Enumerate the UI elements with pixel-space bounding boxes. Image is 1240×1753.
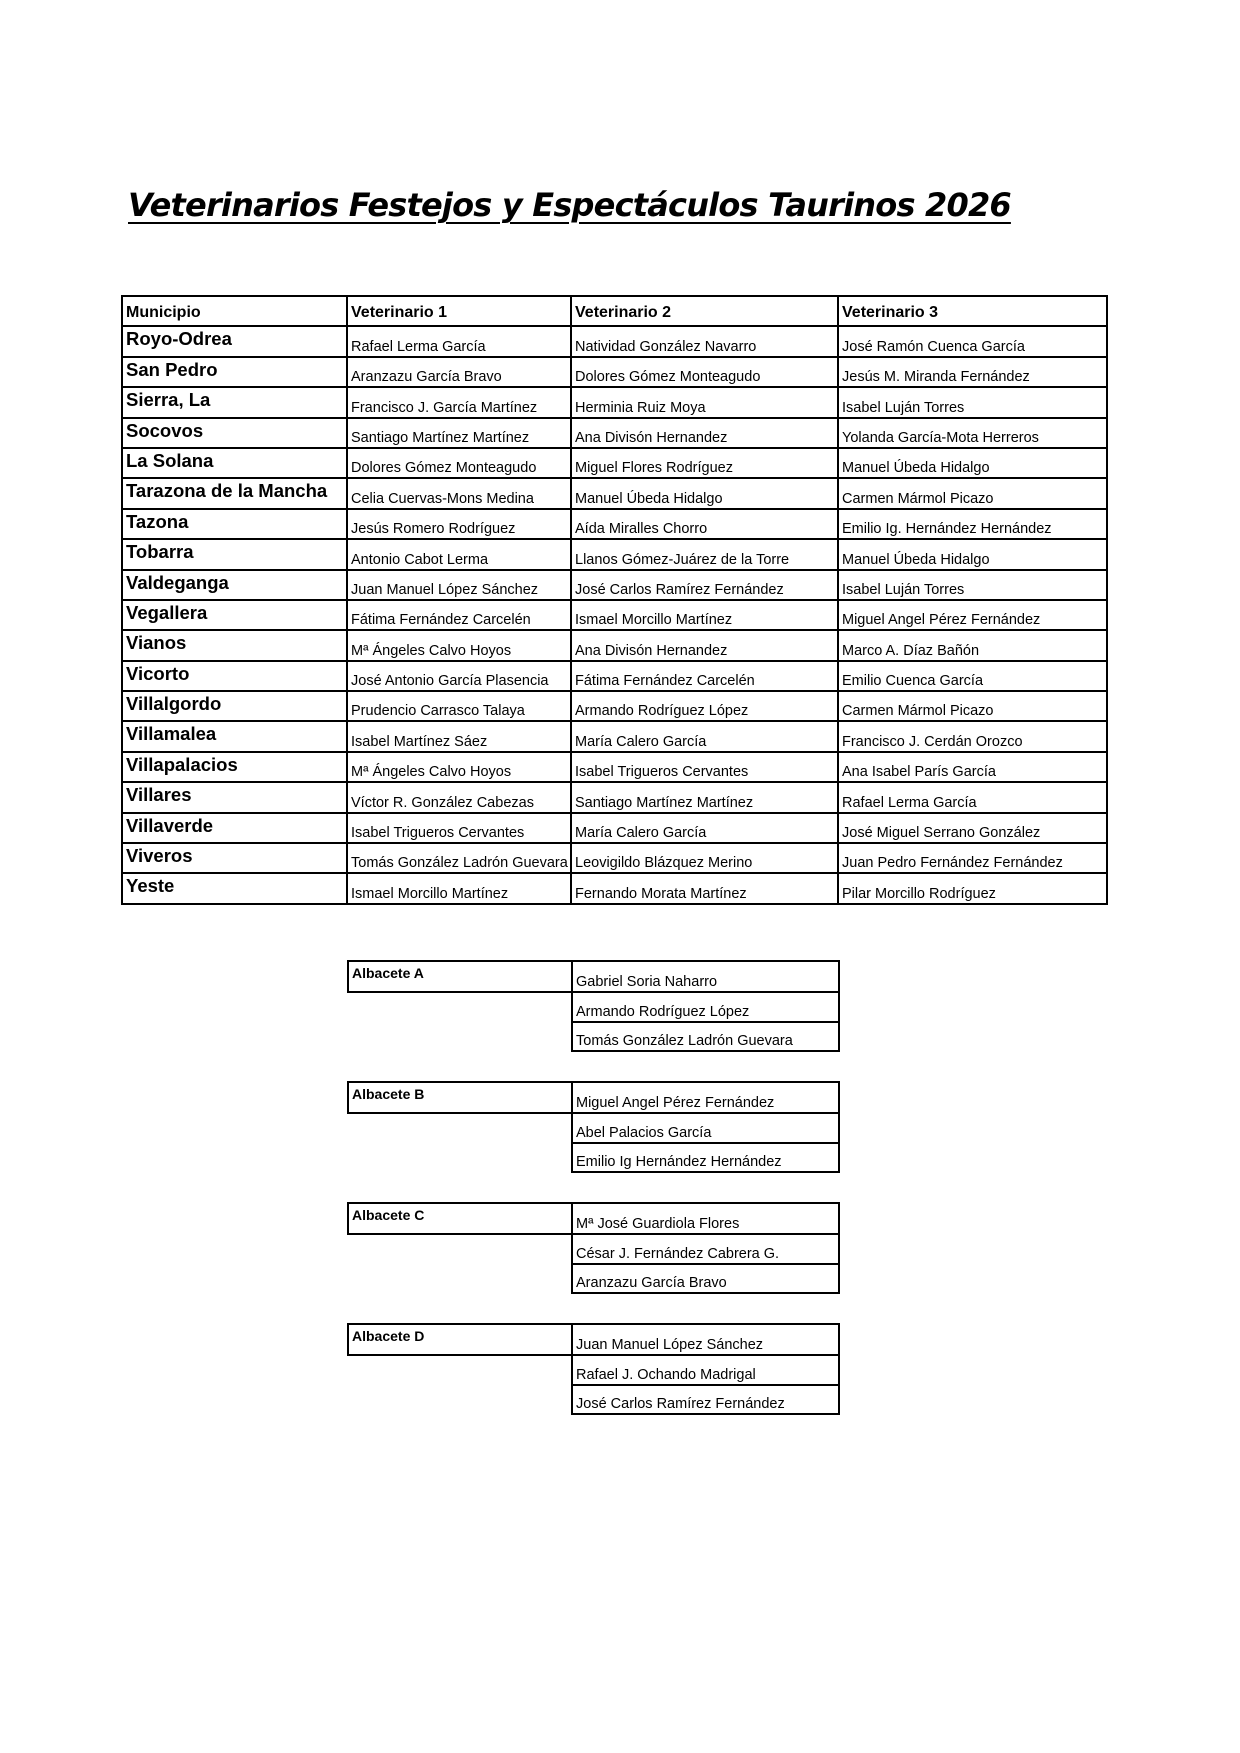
table-row [348,1113,839,1142]
veterinario-2-cell: Ismael Morcillo Martínez [571,600,838,630]
table-row [348,1022,839,1051]
albacete-c-table [347,1202,840,1294]
municipio-cell: La Solana [122,448,347,478]
veterinario-3-cell: Juan Pedro Fernández Fernández [838,843,1107,873]
veterinario-2-cell: José Carlos Ramírez Fernández [571,570,838,600]
veterinario-2-cell: María Calero García [571,813,838,843]
veterinario-2-cell: Aída Miralles Chorro [571,509,838,539]
veterinario-3-cell: Manuel Úbeda Hidalgo [838,539,1107,569]
municipio-cell: Villalgordo [122,691,347,721]
table-body [122,326,1107,903]
table-row [348,992,839,1021]
municipio-cell: Tarazona de la Mancha [122,478,347,508]
empty-cell [348,1022,572,1051]
header-veterinario-1: Veterinario 1 [347,296,571,326]
table-row [122,843,1107,873]
veterinario-3-cell: Carmen Mármol Picazo [838,478,1107,508]
veterinario-2-cell: Ana Divisón Hernandez [571,418,838,448]
veterinario-3-cell: Miguel Angel Pérez Fernández [838,600,1107,630]
municipio-cell: San Pedro [122,357,347,387]
table-row [122,418,1107,448]
veterinario-2-cell: Fátima Fernández Carcelén [571,661,838,691]
table-row [348,1082,839,1113]
empty-cell [348,1355,572,1384]
veterinario-3-cell: Carmen Mármol Picazo [838,691,1107,721]
veterinario-3-cell: Emilio Cuenca García [838,661,1107,691]
veterinario-3-cell: Rafael Lerma García [838,782,1107,812]
veterinario-3-cell: Yolanda García-Mota Herreros [838,418,1107,448]
veterinario-2-cell: Miguel Flores Rodríguez [571,448,838,478]
albacete-d-table [347,1323,840,1415]
group-vet: César J. Fernández Cabrera G. [572,1234,839,1263]
group-vet: Miguel Angel Pérez Fernández [572,1082,839,1113]
veterinario-2-cell: Llanos Gómez-Juárez de la Torre [571,539,838,569]
table-row [348,1385,839,1414]
veterinario-1-cell: Prudencio Carrasco Talaya [347,691,571,721]
table-row [122,478,1107,508]
veterinario-2-cell: Fernando Morata Martínez [571,873,838,903]
albacete-b-group [347,1081,840,1173]
header-veterinario-3: Veterinario 3 [838,296,1107,326]
veterinario-1-cell: Santiago Martínez Martínez [347,418,571,448]
veterinario-2-cell: Ana Divisón Hernandez [571,630,838,660]
header-municipio: Municipio [122,296,347,326]
veterinario-1-cell: Francisco J. García Martínez [347,387,571,417]
table-row [122,326,1107,356]
municipio-cell: Valdeganga [122,570,347,600]
veterinario-3-cell: Marco A. Díaz Bañón [838,630,1107,660]
veterinario-3-cell: Pilar Morcillo Rodríguez [838,873,1107,903]
table-row [348,1234,839,1263]
table-row [122,570,1107,600]
table-row [122,721,1107,751]
table-row [348,1143,839,1172]
veterinario-3-cell: Isabel Luján Torres [838,387,1107,417]
albacete-a-table [347,960,840,1052]
veterinario-1-cell: Juan Manuel López Sánchez [347,570,571,600]
empty-cell [348,1234,572,1263]
group-vet: Aranzazu García Bravo [572,1264,839,1293]
municipio-cell: Socovos [122,418,347,448]
veterinario-3-cell: José Miguel Serrano González [838,813,1107,843]
page-title: Veterinarios Festejos y Espectáculos Taurinos 2026 [128,186,1011,224]
veterinario-2-cell: Armando Rodríguez López [571,691,838,721]
group-vet: Abel Palacios García [572,1113,839,1142]
table-row [122,600,1107,630]
table-row [348,1264,839,1293]
veterinario-2-cell: Herminia Ruiz Moya [571,387,838,417]
veterinario-1-cell: Jesús Romero Rodríguez [347,509,571,539]
group-vet: Juan Manuel López Sánchez [572,1324,839,1355]
municipio-cell: Vianos [122,630,347,660]
group-name: Albacete D [348,1324,572,1355]
table-row [348,1355,839,1384]
veterinario-3-cell: Isabel Luján Torres [838,570,1107,600]
municipio-cell: Villapalacios [122,752,347,782]
albacete-c-group [347,1202,840,1294]
group-vet: Rafael J. Ochando Madrigal [572,1355,839,1384]
municipio-cell: Yeste [122,873,347,903]
veterinario-3-cell: Ana Isabel París García [838,752,1107,782]
veterinario-3-cell: José Ramón Cuenca García [838,326,1107,356]
veterinario-2-cell: Natividad González Navarro [571,326,838,356]
table-row [122,630,1107,660]
veterinario-2-cell: María Calero García [571,721,838,751]
municipio-cell: Sierra, La [122,387,347,417]
header-veterinario-2: Veterinario 2 [571,296,838,326]
municipio-cell: Villamalea [122,721,347,751]
empty-cell [348,1113,572,1142]
municipio-cell: Viveros [122,843,347,873]
table-row [122,539,1107,569]
albacete-d-group [347,1323,840,1415]
group-vet: Mª José Guardiola Flores [572,1203,839,1234]
veterinario-1-cell: Celia Cuervas-Mons Medina [347,478,571,508]
veterinario-1-cell: Isabel Martínez Sáez [347,721,571,751]
municipio-cell: Royo-Odrea [122,326,347,356]
empty-cell [348,1143,572,1172]
veterinario-2-cell: Manuel Úbeda Hidalgo [571,478,838,508]
table-row [122,782,1107,812]
table-row [348,1324,839,1355]
table-row [122,661,1107,691]
veterinario-3-cell: Emilio Ig. Hernández Hernández [838,509,1107,539]
albacete-a-group [347,960,840,1052]
veterinario-3-cell: Manuel Úbeda Hidalgo [838,448,1107,478]
table-row [122,813,1107,843]
municipio-cell: Vicorto [122,661,347,691]
table-row [122,873,1107,903]
veterinario-1-cell: Tomás González Ladrón Guevara [347,843,571,873]
group-vet: Gabriel Soria Naharro [572,961,839,992]
veterinario-1-cell: Aranzazu García Bravo [347,357,571,387]
table-row [122,448,1107,478]
veterinario-3-cell: Francisco J. Cerdán Orozco [838,721,1107,751]
veterinario-1-cell: Antonio Cabot Lerma [347,539,571,569]
municipio-cell: Vegallera [122,600,347,630]
group-name: Albacete C [348,1203,572,1234]
group-vet: Armando Rodríguez López [572,992,839,1021]
veterinario-2-cell: Isabel Trigueros Cervantes [571,752,838,782]
group-name: Albacete A [348,961,572,992]
veterinario-1-cell: Víctor R. González Cabezas [347,782,571,812]
veterinario-3-cell: Jesús M. Miranda Fernández [838,357,1107,387]
empty-cell [348,992,572,1021]
group-vet: Emilio Ig Hernández Hernández [572,1143,839,1172]
veterinario-1-cell: Fátima Fernández Carcelén [347,600,571,630]
albacete-b-table [347,1081,840,1173]
table-row [122,691,1107,721]
group-name: Albacete B [348,1082,572,1113]
table-header-row [122,296,1107,326]
veterinario-1-cell: José Antonio García Plasencia [347,661,571,691]
table-row [122,752,1107,782]
veterinario-2-cell: Dolores Gómez Monteagudo [571,357,838,387]
municipio-cell: Tobarra [122,539,347,569]
municipio-cell: Tazona [122,509,347,539]
empty-cell [348,1264,572,1293]
veterinario-1-cell: Dolores Gómez Monteagudo [347,448,571,478]
table-row [122,387,1107,417]
table-row [122,509,1107,539]
veterinario-1-cell: Mª Ángeles Calvo Hoyos [347,752,571,782]
veterinario-2-cell: Leovigildo Blázquez Merino [571,843,838,873]
veterinario-2-cell: Santiago Martínez Martínez [571,782,838,812]
veterinario-1-cell: Mª Ángeles Calvo Hoyos [347,630,571,660]
table-row [348,961,839,992]
empty-cell [348,1385,572,1414]
group-vet: José Carlos Ramírez Fernández [572,1385,839,1414]
municipio-cell: Villares [122,782,347,812]
table-row [348,1203,839,1234]
group-vet: Tomás González Ladrón Guevara [572,1022,839,1051]
municipality-veterinarians-table [121,295,1108,905]
veterinario-1-cell: Ismael Morcillo Martínez [347,873,571,903]
veterinario-1-cell: Rafael Lerma García [347,326,571,356]
municipio-cell: Villaverde [122,813,347,843]
table-row [122,357,1107,387]
veterinario-1-cell: Isabel Trigueros Cervantes [347,813,571,843]
